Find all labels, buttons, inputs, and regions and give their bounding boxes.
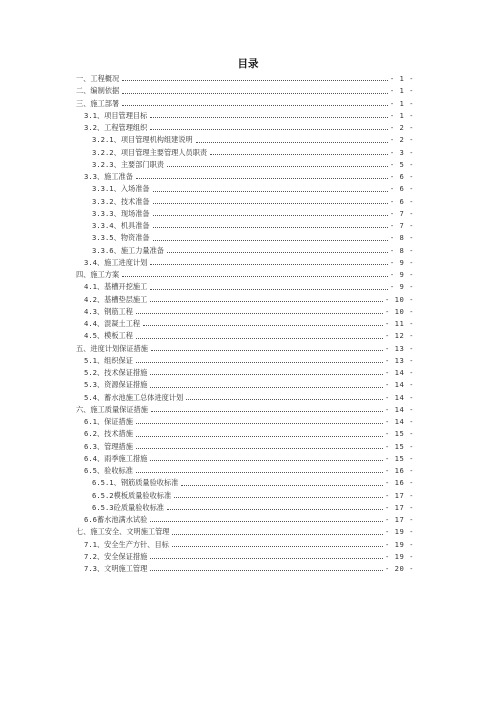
toc-entry-page-number: - 10 - xyxy=(385,306,414,316)
toc-dot-leader xyxy=(136,436,383,437)
toc-dot-leader xyxy=(150,289,388,290)
toc-entry-page-number: - 15 - xyxy=(385,453,414,463)
toc-entry[interactable] xyxy=(0,193,496,205)
toc-entry-page-number: - 14 - xyxy=(385,380,414,390)
toc-entry[interactable] xyxy=(0,511,496,523)
toc-dot-leader xyxy=(153,215,388,216)
toc-entry-label: 6.5、验收标准 xyxy=(84,466,133,476)
toc-entry-label: 6.6蓄水池满水试验 xyxy=(84,515,148,525)
toc-dot-leader xyxy=(196,142,388,143)
toc-entry-page-number: - 9 - xyxy=(389,282,414,292)
toc-entry[interactable] xyxy=(0,303,496,315)
toc-entry-page-number: - 3 - xyxy=(389,147,414,157)
toc-entry[interactable] xyxy=(0,144,496,156)
toc-entry-page-number: - 19 - xyxy=(385,539,414,549)
toc-entry-label: 3.2.2、项目管理主要管理人员职责 xyxy=(92,147,208,157)
toc-entry-label: 5.2、技术保证措施 xyxy=(84,368,148,378)
toc-dot-leader xyxy=(181,485,383,486)
toc-entry-page-number: - 13 - xyxy=(385,343,414,353)
toc-dot-leader xyxy=(136,472,383,473)
toc-entry-label: 6.2、技术措施 xyxy=(84,429,133,439)
toc-entry-page-number: - 2 - xyxy=(389,135,414,145)
toc-entry-label: 3.3、施工准备 xyxy=(84,172,133,182)
toc-entry[interactable] xyxy=(0,291,496,303)
toc-entry-page-number: - 17 - xyxy=(385,515,414,525)
toc-entry-page-number: - 1 - xyxy=(389,110,414,120)
toc-entry-label: 3.4、施工进度计划 xyxy=(84,257,148,267)
toc-entry-label: 5.3、资源保证措施 xyxy=(84,380,148,390)
toc-entry-label: 3.2.1、项目管理机构组建说明 xyxy=(92,135,193,145)
toc-entry[interactable] xyxy=(0,229,496,241)
toc-dot-leader xyxy=(150,264,388,265)
toc-entry[interactable] xyxy=(0,82,496,94)
toc-entry-label: 五、进度计划保证措施 xyxy=(76,343,148,353)
toc-entry-page-number: - 2 - xyxy=(389,123,414,133)
toc-entry-label: 3.3.2、技术准备 xyxy=(92,196,150,206)
toc-entry-page-number: - 10 - xyxy=(385,294,414,304)
toc-entry-label: 4.5、模板工程 xyxy=(84,331,133,341)
toc-entry-page-number: - 13 - xyxy=(385,355,414,365)
toc-entry-page-number: - 1 - xyxy=(389,74,414,84)
toc-dot-leader xyxy=(122,105,388,106)
toc-entry-page-number: - 14 - xyxy=(385,368,414,378)
toc-entry[interactable] xyxy=(0,70,496,82)
toc-entry[interactable] xyxy=(0,462,496,474)
toc-dot-leader xyxy=(150,129,388,130)
toc-entry[interactable] xyxy=(0,352,496,364)
toc-entry[interactable] xyxy=(0,450,496,462)
toc-entry[interactable] xyxy=(0,523,496,535)
toc-entry[interactable] xyxy=(0,315,496,327)
toc-entry[interactable] xyxy=(0,119,496,131)
toc-dot-leader xyxy=(150,521,383,522)
toc-dot-leader xyxy=(136,178,388,179)
table-of-contents xyxy=(0,70,496,572)
toc-entry-label: 6.5.2模板质量验收标准 xyxy=(92,490,172,500)
toc-entry-label: 5.1、组织保证 xyxy=(84,355,133,365)
toc-entry-label: 七、施工安全、文明施工管理 xyxy=(76,527,170,537)
toc-entry[interactable] xyxy=(0,217,496,229)
toc-entry-label: 6.4、雨季施工措施 xyxy=(84,453,148,463)
toc-entry[interactable] xyxy=(0,413,496,425)
toc-entry-page-number: - 7 - xyxy=(389,208,414,218)
toc-entry[interactable] xyxy=(0,131,496,143)
toc-entry-label: 3.3.3、现场准备 xyxy=(92,208,150,218)
toc-entry-label: 7.2、安全保证措施 xyxy=(84,551,148,561)
toc-entry[interactable] xyxy=(0,266,496,278)
toc-entry-page-number: - 16 - xyxy=(385,466,414,476)
toc-entry[interactable] xyxy=(0,548,496,560)
toc-dot-leader xyxy=(150,387,383,388)
toc-dot-leader xyxy=(150,570,383,571)
toc-entry-page-number: - 14 - xyxy=(385,392,414,402)
toc-dot-leader xyxy=(150,374,383,375)
toc-dot-leader xyxy=(151,411,383,412)
toc-entry-page-number: - 17 - xyxy=(385,502,414,512)
toc-entry-page-number: - 6 - xyxy=(389,184,414,194)
toc-entry[interactable] xyxy=(0,560,496,572)
toc-entry-page-number: - 12 - xyxy=(385,331,414,341)
toc-entry-page-number: - 11 - xyxy=(385,319,414,329)
toc-entry[interactable] xyxy=(0,254,496,266)
toc-dot-leader xyxy=(167,509,383,510)
toc-entry-page-number: - 9 - xyxy=(389,257,414,267)
toc-dot-leader xyxy=(136,423,383,424)
toc-entry-page-number: - 8 - xyxy=(389,245,414,255)
toc-entry[interactable] xyxy=(0,487,496,499)
toc-dot-leader xyxy=(186,399,383,400)
toc-entry-label: 6.1、保证措施 xyxy=(84,417,133,427)
toc-entry[interactable] xyxy=(0,389,496,401)
toc-dot-leader xyxy=(151,350,383,351)
toc-entry-label: 6.5.3砼质量验收标准 xyxy=(92,502,164,512)
toc-entry-label: 4.2、基槽垫层施工 xyxy=(84,294,148,304)
toc-entry-page-number: - 9 - xyxy=(389,270,414,280)
toc-entry-page-number: - 6 - xyxy=(389,196,414,206)
toc-dot-leader xyxy=(136,362,383,363)
toc-dot-leader xyxy=(153,240,388,241)
toc-entry-page-number: - 1 - xyxy=(389,98,414,108)
toc-entry[interactable] xyxy=(0,340,496,352)
toc-entry[interactable] xyxy=(0,168,496,180)
toc-entry[interactable] xyxy=(0,327,496,339)
toc-entry[interactable] xyxy=(0,401,496,413)
toc-dot-leader xyxy=(150,301,383,302)
toc-entry-page-number: - 8 - xyxy=(389,233,414,243)
toc-entry-label: 3.3.4、机具准备 xyxy=(92,221,150,231)
toc-dot-leader xyxy=(172,534,383,535)
toc-dot-leader xyxy=(174,497,383,498)
toc-entry-label: 3.3.6、施工力量准备 xyxy=(92,245,164,255)
toc-dot-leader xyxy=(122,93,388,94)
toc-entry-label: 三、施工部署 xyxy=(76,98,120,108)
toc-entry-label: 3.3.5、物资准备 xyxy=(92,233,150,243)
toc-entry-page-number: - 1 - xyxy=(389,86,414,96)
toc-entry[interactable] xyxy=(0,536,496,548)
toc-entry-page-number: - 6 - xyxy=(389,172,414,182)
toc-entry-label: 7.3、文明施工管理 xyxy=(84,564,148,574)
toc-entry-page-number: - 15 - xyxy=(385,429,414,439)
toc-title: 目录 xyxy=(237,58,259,70)
toc-entry-page-number: - 17 - xyxy=(385,490,414,500)
toc-entry-label: 5.4、蓄水池施工总体进度计划 xyxy=(84,392,184,402)
toc-entry[interactable] xyxy=(0,107,496,119)
toc-entry[interactable] xyxy=(0,438,496,450)
toc-entry-page-number: - 14 - xyxy=(385,417,414,427)
toc-entry[interactable] xyxy=(0,474,496,486)
toc-entry-label: 3.2、工程管理组织 xyxy=(84,123,148,133)
toc-dot-leader xyxy=(153,191,388,192)
toc-entry-label: 四、施工方案 xyxy=(76,270,120,280)
toc-dot-leader xyxy=(167,166,388,167)
toc-entry-page-number: - 5 - xyxy=(389,159,414,169)
toc-dot-leader xyxy=(122,80,388,81)
toc-dot-leader xyxy=(150,117,388,118)
toc-dot-leader xyxy=(136,448,383,449)
toc-dot-leader xyxy=(167,252,388,253)
toc-entry-page-number: - 20 - xyxy=(385,564,414,574)
toc-entry-page-number: - 19 - xyxy=(385,551,414,561)
toc-dot-leader xyxy=(143,325,383,326)
toc-entry-label: 六、施工质量保证措施 xyxy=(76,404,148,414)
toc-entry-page-number: - 19 - xyxy=(385,527,414,537)
toc-entry[interactable] xyxy=(0,376,496,388)
toc-dot-leader xyxy=(150,460,383,461)
toc-entry-label: 3.3.1、入场准备 xyxy=(92,184,150,194)
toc-entry[interactable] xyxy=(0,95,496,107)
toc-entry-label: 3.1、项目管理目标 xyxy=(84,110,148,120)
toc-dot-leader xyxy=(210,154,388,155)
toc-entry-page-number: - 15 - xyxy=(385,441,414,451)
toc-dot-leader xyxy=(122,276,388,277)
toc-entry-page-number: - 16 - xyxy=(385,478,414,488)
toc-entry-label: 二、编制依据 xyxy=(76,86,120,96)
toc-entry[interactable] xyxy=(0,180,496,192)
toc-entry[interactable] xyxy=(0,499,496,511)
toc-entry[interactable] xyxy=(0,278,496,290)
toc-entry-label: 一、工程概况 xyxy=(76,74,120,84)
toc-entry[interactable] xyxy=(0,364,496,376)
toc-entry[interactable] xyxy=(0,156,496,168)
toc-dot-leader xyxy=(136,338,383,339)
toc-entry-page-number: - 14 - xyxy=(385,404,414,414)
toc-entry-label: 4.1、基槽开挖施工 xyxy=(84,282,148,292)
toc-dot-leader xyxy=(136,313,383,314)
toc-dot-leader xyxy=(172,546,383,547)
toc-dot-leader xyxy=(150,558,383,559)
toc-entry[interactable] xyxy=(0,425,496,437)
toc-entry-label: 6.5.1、钢筋质量验收标准 xyxy=(92,478,179,488)
toc-entry[interactable] xyxy=(0,205,496,217)
toc-entry-label: 7.1、安全生产方针、目标 xyxy=(84,539,169,549)
toc-entry-label: 6.3、管理措施 xyxy=(84,441,133,451)
toc-entry-label: 4.4、混凝土工程 xyxy=(84,319,141,329)
toc-dot-leader xyxy=(153,203,388,204)
toc-dot-leader xyxy=(153,227,388,228)
toc-entry[interactable] xyxy=(0,242,496,254)
toc-entry-label: 3.2.3、主要部门职责 xyxy=(92,159,164,169)
toc-entry-page-number: - 7 - xyxy=(389,221,414,231)
toc-entry-label: 4.3、钢筋工程 xyxy=(84,306,133,316)
